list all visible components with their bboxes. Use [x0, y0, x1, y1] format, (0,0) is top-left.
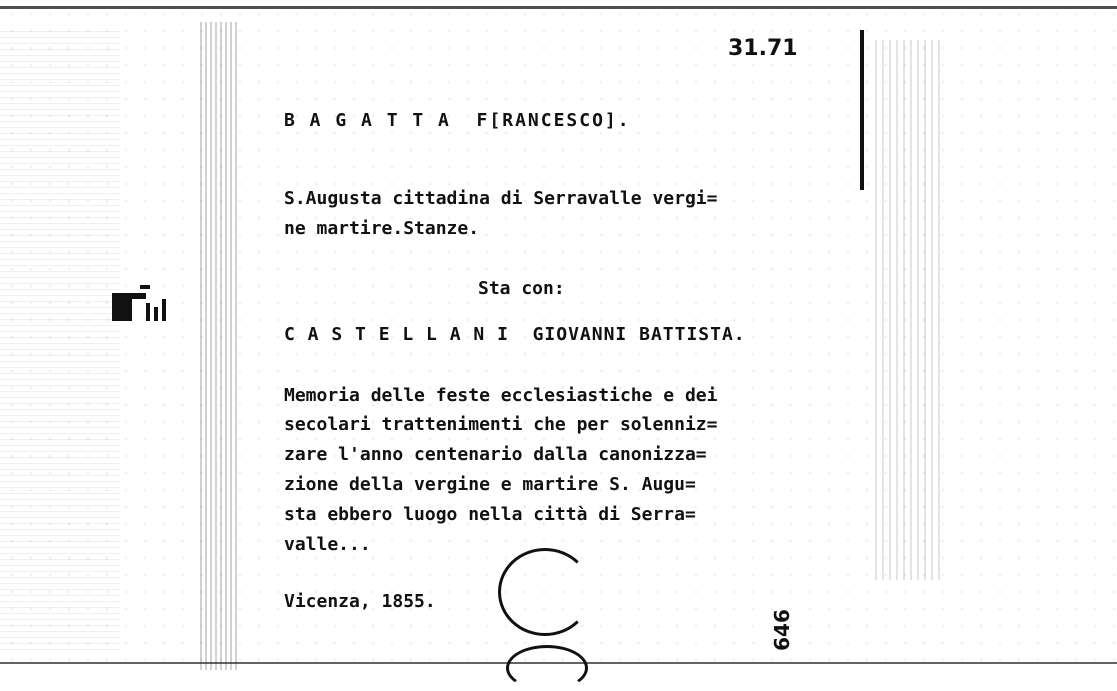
second-author-heading: C A S T E L L A N I GIOVANNI BATTISTA.: [284, 324, 746, 345]
body-line: valle...: [284, 534, 371, 555]
card-right-edge: [860, 30, 864, 190]
catalog-number: 31.71: [728, 36, 798, 61]
body-line: secolari trattenimenti che per solenniz=: [284, 414, 718, 435]
body-line: sta ebbero luogo nella città di Serra=: [284, 504, 696, 525]
scan-noise-left: [0, 30, 120, 650]
title-line: ne martire.Stanze.: [284, 218, 480, 239]
top-border-line: [0, 6, 1117, 9]
punch-hole-mark: [498, 548, 592, 636]
body-line: zione della vergine e martire S. Augu=: [284, 474, 696, 495]
bound-with-label: Sta con:: [478, 278, 565, 299]
card-left-edge: [200, 22, 240, 670]
punch-hole-mark-lower: [506, 645, 588, 691]
title-line: S.Augusta cittadina di Serravalle vergi=: [284, 188, 718, 209]
stamp-number: 646: [770, 609, 794, 651]
corner-mark-icon: [110, 285, 170, 323]
body-line: Memoria delle feste ecclesiastiche e dei: [284, 385, 718, 406]
body-line: zare l'anno centenario dalla canonizza=: [284, 444, 707, 465]
imprint: Vicenza, 1855.: [284, 591, 436, 612]
card-right-shadow: [875, 40, 945, 580]
author-heading: B A G A T T A F[RANCESCO].: [284, 110, 631, 131]
